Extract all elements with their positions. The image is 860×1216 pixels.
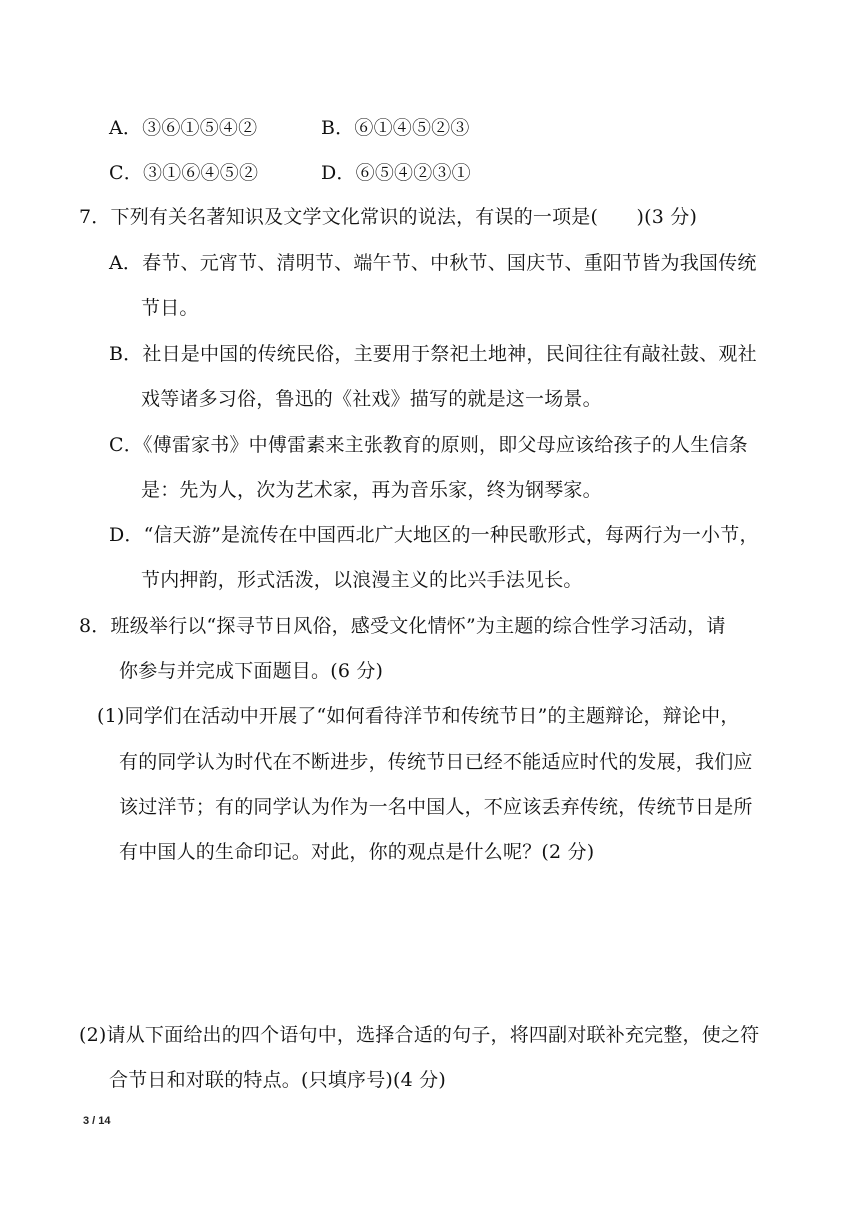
question-8-stem-line1: 8．班级举行以“探寻节日风俗，感受文化情怀”为主题的综合性学习活动，请 [79,615,726,637]
subquestion-1-line1: (1)同学们在活动中开展了“如何看待洋节和传统节日”的主题辩论，辩论中， [97,705,740,727]
option-7a-line1: A．春节、元宵节、清明节、端午节、中秋节、国庆节、重阳节皆为我国传统 [109,252,757,274]
subquestion-2-line2: 合节日和对联的特点。(只填序号)(4 分) [109,1069,446,1091]
subquestion-1-line2: 有的同学认为时代在不断进步，传统节日已经不能适应时代的发展，我们应 [119,751,753,773]
option-7d-line2: 节内押韵，形式活泼，以浪漫主义的比兴手法见长。 [141,569,583,591]
option-7b-line1: B．社日是中国的传统民俗，主要用于祭祀土地神，民间往往有敲社鼓、观社 [109,343,757,365]
option-6c: C．③①⑥④⑤② [109,162,259,184]
question-8-stem-line2: 你参与并完成下面题目。(6 分) [119,660,384,682]
option-7c-line1: C．《傅雷家书》中傅雷素来主张教育的原则，即父母应该给孩子的人生信条 [109,434,748,456]
subquestion-1-line3: 该过洋节；有的同学认为作为一名中国人，不应该丢弃传统，传统节日是所 [119,796,753,818]
option-7b-line2: 戏等诸多习俗，鲁迅的《社戏》描写的就是这一场景。 [141,388,602,410]
subquestion-1-line4: 有中国人的生命印记。对此，你的观点是什么呢？(2 分) [119,841,595,863]
subquestion-2-line1: (2)请从下面给出的四个语句中，选择合适的句子，将四副对联补充完整，使之符 [79,1024,760,1046]
option-6b: B．⑥①④⑤②③ [321,117,470,139]
page-number: 3 / 14 [83,1115,111,1127]
option-7c-line2: 是：先为人，次为艺术家，再为音乐家，终为钢琴家。 [141,479,602,501]
question-7-stem: 7．下列有关名著知识及文学文化常识的说法，有误的一项是( )(3 分) [79,206,698,228]
option-6a: A．③⑥①⑤④② [109,117,258,139]
option-7d-line1: D．“信天游”是流传在中国西北广大地区的一种民歌形式，每两行为一小节， [109,524,759,546]
option-6d: D．⑥⑤④②③① [321,162,471,184]
option-7a-line2: 节日。 [141,297,199,319]
